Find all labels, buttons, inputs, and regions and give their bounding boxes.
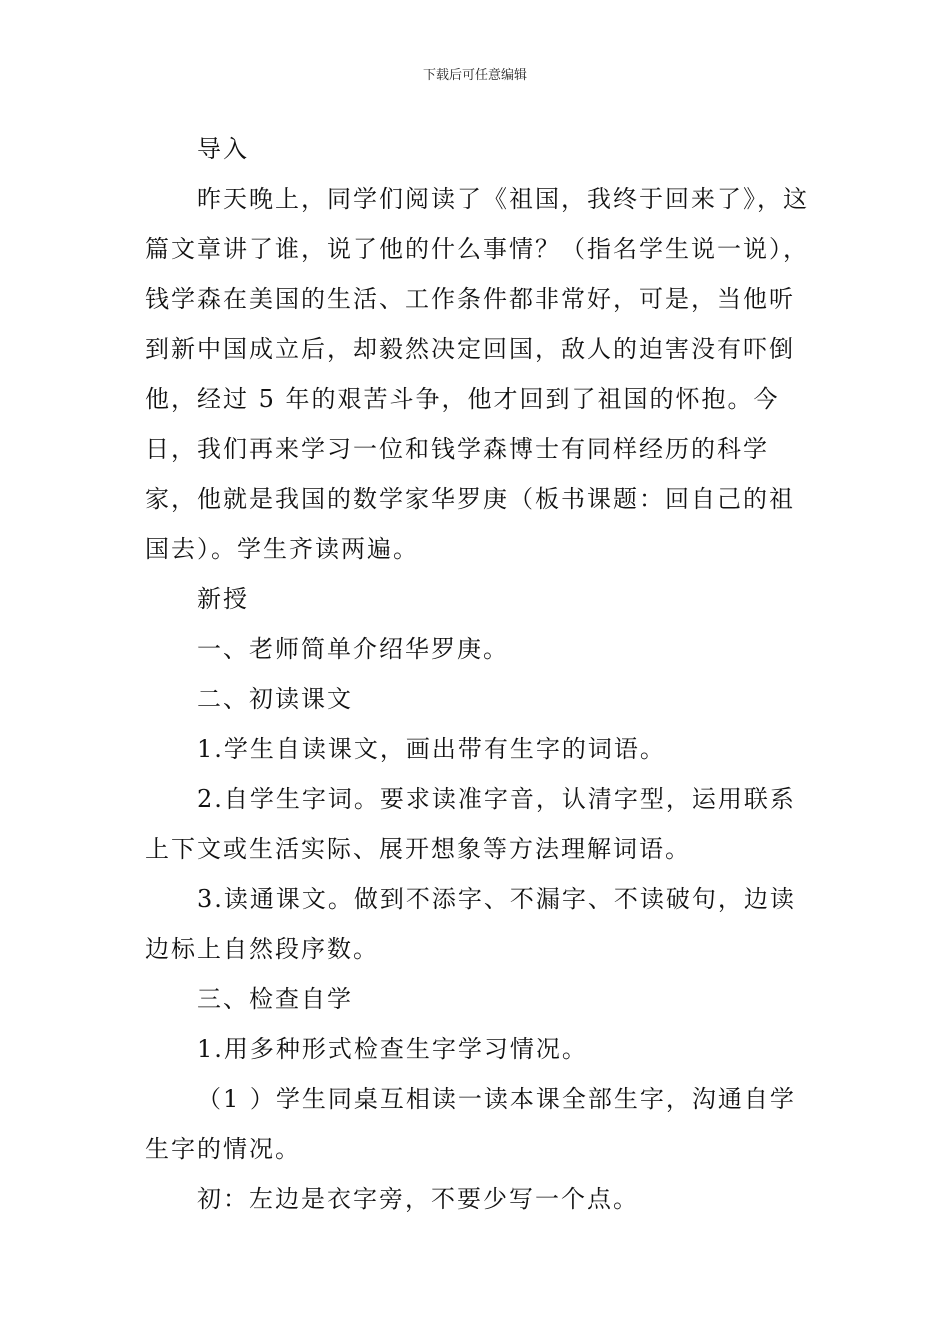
substep-peer-reading: （1 ）学生同桌互相读一读本课全部生字，沟通自学生字的情况。 [145,1085,796,1163]
list-item-teacher-intro: 一、老师简单介绍华罗庚。 [197,635,509,663]
page-header: 下载后可任意编辑 [422,68,527,83]
paragraph-intro-text: 昨天晚上，同学们阅读了《祖国，我终于回来了》，这篇文章讲了谁，说了他的什么事情？（指名学生说一说），钱学森在美国的生活、工作条件都非常好，可是，当他听到新中国成立后，却毅然决定回国，敌人的迫害没有吓倒他，经过 5 年的艰苦斗争，他才回到了祖国的怀抱。今日，我们再来学习一位和钱学森博士有同样经历的科学家，他就是我国的数学家华罗庚（板书课题：回自己的祖国去）。学生齐读两遍。 [145,185,809,563]
step-check-characters: 1.用多种形式检查生字学习情况。 [197,1035,588,1063]
step-self-study-words: 2.自学生字词。要求读准字音，认清字型，运用联系上下文或生活实际、展开想象等方法理解词语。 [145,785,796,863]
list-item-check-study: 三、检查自学 [197,985,353,1013]
note-character-chu: 初：左边是衣字旁，不要少写一个点。 [197,1185,639,1213]
section-heading-new-lesson: 新授 [197,585,249,613]
step-read-through: 3.读通课文。做到不添字、不漏字、不读破句，边读边标上自然段序数。 [145,885,796,963]
document-body [145,124,815,1224]
section-heading-intro: 导入 [197,135,249,163]
list-item-first-reading: 二、初读课文 [197,685,353,713]
step-self-reading: 1.学生自读课文，画出带有生字的词语。 [197,735,666,763]
